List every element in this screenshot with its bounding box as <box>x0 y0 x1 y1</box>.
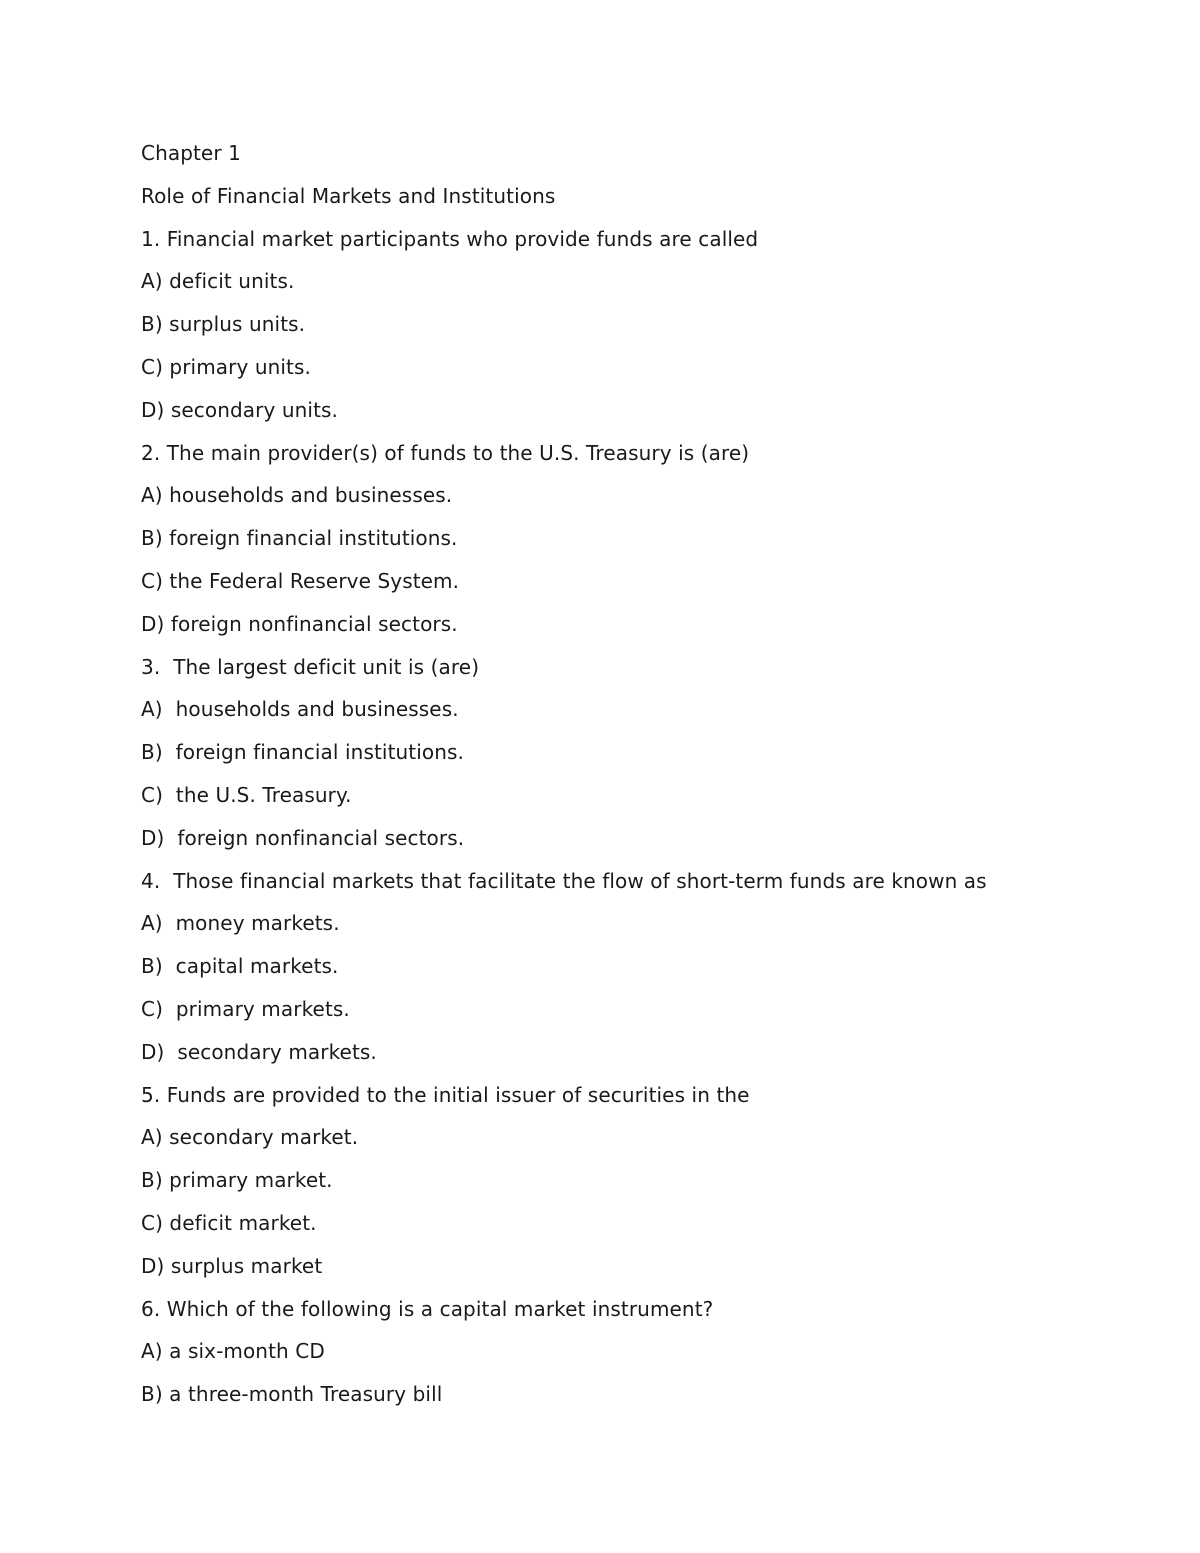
document-content <box>141 137 1141 1421</box>
question-2-option-a: A) households and businesses. <box>141 483 453 508</box>
question-stem-1: 1. Financial market participants who provide funds are called <box>141 226 759 251</box>
question-stem-2: 2. The main provider(s) of funds to the U.S. Treasury is (are) <box>141 440 750 465</box>
question-4-option-c: C) primary markets. <box>141 996 350 1021</box>
question-stem-4: 4. Those financial markets that facilitate the flow of short-term funds are known as <box>141 868 987 893</box>
question-stem-5: 5. Funds are provided to the initial issuer of securities in the <box>141 1082 750 1107</box>
question-3-option-c: C) the U.S. Treasury. <box>141 782 352 807</box>
question-3-option-b: B) foreign financial institutions. <box>141 740 464 765</box>
question-4-option-d: D) secondary markets. <box>141 1039 377 1064</box>
question-6-option-b: B) a three-month Treasury bill <box>141 1382 443 1407</box>
question-1-option-c: C) primary units. <box>141 354 311 379</box>
question-5-option-a: A) secondary market. <box>141 1125 359 1150</box>
question-5-option-d: D) surplus market <box>141 1253 323 1278</box>
question-4-option-b: B) capital markets. <box>141 954 339 979</box>
question-3-option-d: D) foreign nonfinancial sectors. <box>141 825 465 850</box>
question-2-option-b: B) foreign financial institutions. <box>141 526 458 551</box>
question-2-option-c: C) the Federal Reserve System. <box>141 568 460 593</box>
question-2-option-d: D) foreign nonfinancial sectors. <box>141 611 458 636</box>
chapter-title: Role of Financial Markets and Institutions <box>141 183 556 208</box>
question-6-option-a: A) a six-month CD <box>141 1339 325 1364</box>
question-stem-6: 6. Which of the following is a capital market instrument? <box>141 1296 714 1321</box>
question-stem-3: 3. The largest deficit unit is (are) <box>141 654 480 679</box>
question-3-option-a: A) households and businesses. <box>141 697 459 722</box>
question-1-option-d: D) secondary units. <box>141 397 338 422</box>
question-5-option-c: C) deficit market. <box>141 1210 317 1235</box>
question-1-option-b: B) surplus units. <box>141 312 306 337</box>
question-5-option-b: B) primary market. <box>141 1168 333 1193</box>
question-1-option-a: A) deficit units. <box>141 269 295 294</box>
chapter-label: Chapter 1 <box>141 141 241 165</box>
question-4-option-a: A) money markets. <box>141 911 340 936</box>
